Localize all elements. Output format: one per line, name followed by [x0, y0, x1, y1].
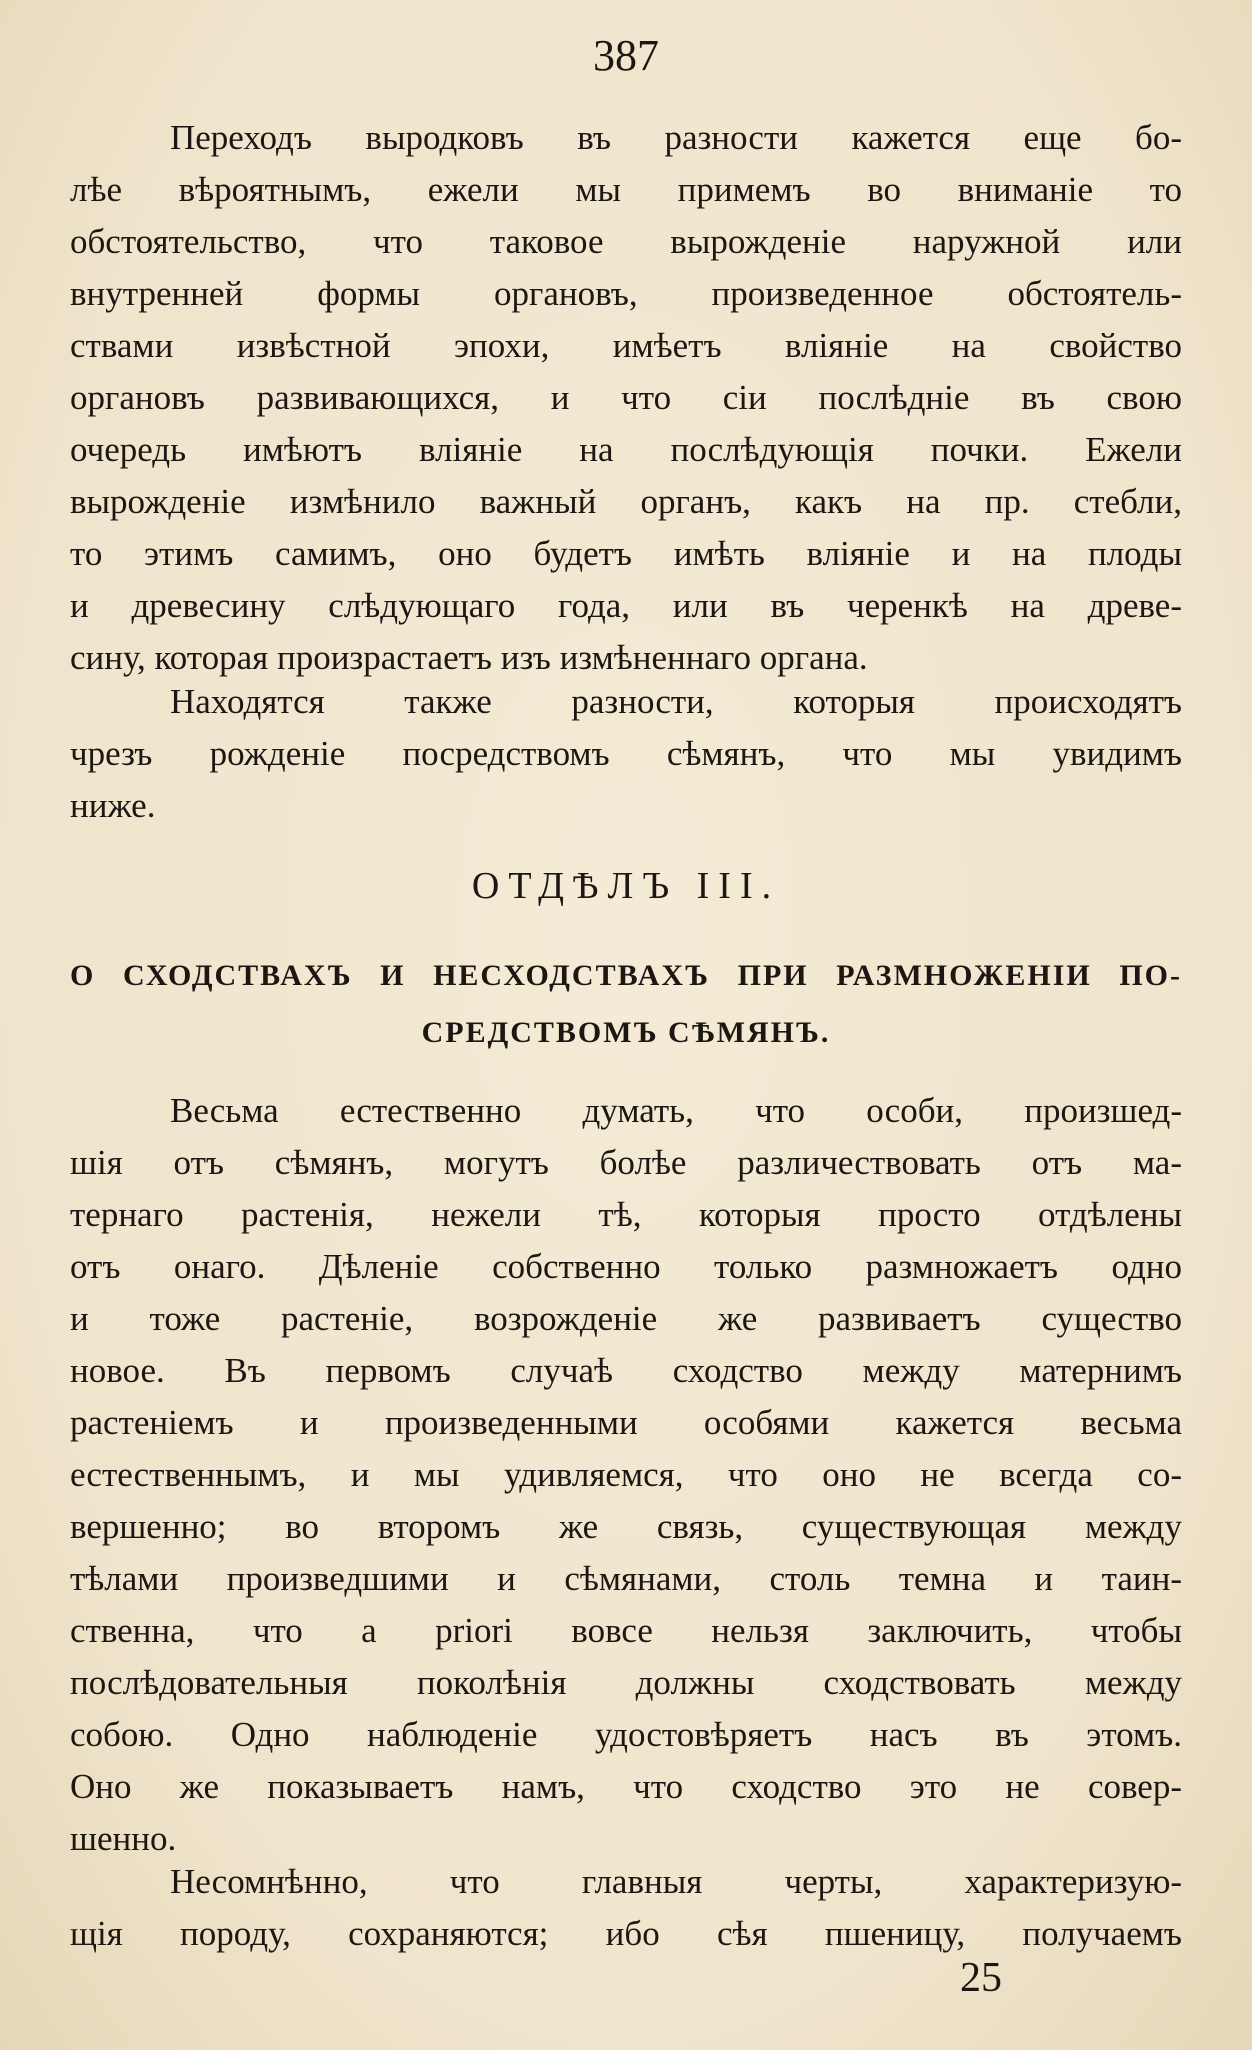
- text-line: органовъ развивающихся, и что сiи послѣднiе въ свою: [70, 378, 1182, 417]
- text-line: и древесину слѣдующаго года, или въ черенкѣ на древе-: [70, 586, 1182, 625]
- text-line: шiя отъ сѣмянъ, могутъ болѣе различествовать отъ ма-: [70, 1143, 1182, 1182]
- page-number: 387: [593, 31, 659, 80]
- text-line: новое. Въ первомъ случаѣ сходство между матернимъ: [70, 1351, 1182, 1390]
- text-line: тернаго растенiя, нежели тѣ, которыя просто отдѣлены: [70, 1195, 1182, 1234]
- text-line: очередь имѣютъ влiянiе на послѣдующiя почки. Ежели: [70, 430, 1182, 469]
- text-line: ственна, что a priori вовсе нельзя заключить, чтобы: [70, 1611, 1182, 1650]
- section-subtitle-line: СРЕДСТВОМЪ СѢМЯНЪ.: [421, 1016, 831, 1049]
- text-line: шенно.: [70, 1819, 177, 1858]
- text-line: вырожденiе измѣнило важный органъ, какъ на пр. стебли,: [70, 482, 1182, 521]
- text-line: Переходъ выродковъ въ разности кажется еще бо-: [170, 118, 1182, 157]
- paragraph-4: [70, 1856, 1182, 1960]
- text-line: ствами извѣстной эпохи, имѣетъ влiянiе на свойство: [70, 326, 1182, 365]
- text-line: естественнымъ, и мы удивляемся, что оно не всегда со-: [70, 1455, 1182, 1494]
- section-title: ОТДѢЛЪ III.: [471, 865, 781, 907]
- paragraph-1: [70, 112, 1182, 684]
- text-line: ниже.: [70, 786, 156, 825]
- text-line: Несомнѣнно, что главныя черты, характеризую-: [170, 1862, 1182, 1901]
- text-line: обстоятельство, что таковое вырожденiе наружной или: [70, 222, 1182, 261]
- text-line: чрезъ рожденiе посредствомъ сѣмянъ, что мы увидимъ: [70, 734, 1182, 773]
- text-line: щiя породу, сохраняются; ибо сѣя пшеницу, получаемъ: [70, 1914, 1182, 1953]
- signature-mark: 25: [960, 1955, 1002, 2001]
- text-line: Весьма естественно думать, что особи, произшед-: [170, 1091, 1182, 1130]
- text-line: растенiемъ и произведенными особями кажется весьма: [70, 1403, 1182, 1442]
- paragraph-3: [70, 1085, 1182, 1865]
- text-line: тѣлами произведшими и сѣмянами, столь темна и таин-: [70, 1559, 1182, 1598]
- text-line: сину, которая произрастаетъ изъ измѣненнаго органа.: [70, 638, 868, 677]
- text-line: Находятся также разности, которыя происходятъ: [170, 682, 1182, 721]
- text-line: то этимъ самимъ, оно будетъ имѣть влiянiе и на плоды: [70, 534, 1182, 573]
- section-subtitle-line: О СХОДСТВАХЪ И НЕСХОДСТВАХЪ ПРИ РАЗМНОЖЕНIИ ПО-: [70, 959, 1182, 992]
- text-line: собою. Одно наблюденiе удостовѣряетъ насъ въ этомъ.: [70, 1715, 1182, 1754]
- text-line: Оно же показываетъ намъ, что сходство это не совер-: [70, 1767, 1182, 1806]
- text-line: послѣдовательныя поколѣнiя должны сходствовать между: [70, 1663, 1182, 1702]
- text-line: и тоже растенiе, возрожденiе же развиваетъ существо: [70, 1299, 1182, 1338]
- text-line: внутренней формы органовъ, произведенное обстоятель-: [70, 274, 1182, 313]
- paragraph-2: [70, 676, 1182, 832]
- text-line: лѣе вѣроятнымъ, ежели мы примемъ во вниманiе то: [70, 170, 1182, 209]
- text-line: отъ онаго. Дѣленiе собственно только размножаетъ одно: [70, 1247, 1182, 1286]
- text-line: вершенно; во второмъ же связь, существующая между: [70, 1507, 1182, 1546]
